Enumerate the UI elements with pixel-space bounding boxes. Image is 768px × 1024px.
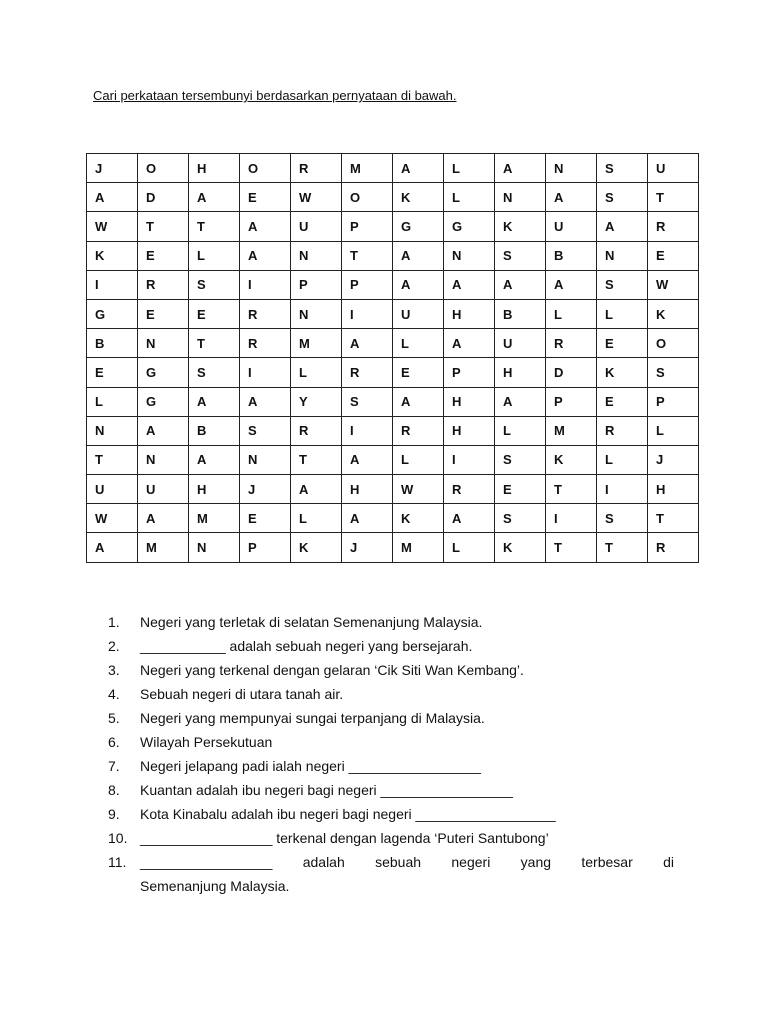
- grid-cell: U: [87, 475, 138, 504]
- grid-cell: T: [189, 212, 240, 241]
- question-text: Negeri yang terkenal dengan gelaran ‘Cik Siti Wan Kembang’.: [140, 662, 524, 678]
- grid-cell: T: [189, 329, 240, 358]
- grid-cell: N: [597, 241, 648, 270]
- grid-cell: E: [138, 299, 189, 328]
- grid-cell: R: [342, 358, 393, 387]
- grid-cell: L: [393, 445, 444, 474]
- grid-cell: N: [546, 154, 597, 183]
- question-text: Negeri yang terletak di selatan Semenanjung Malaysia.: [140, 614, 483, 630]
- grid-cell: A: [189, 445, 240, 474]
- grid-cell: A: [291, 475, 342, 504]
- grid-cell: L: [444, 183, 495, 212]
- grid-cell: T: [291, 445, 342, 474]
- grid-cell: O: [648, 329, 699, 358]
- question-number: 6.: [108, 734, 120, 750]
- question-number: 8.: [108, 782, 120, 798]
- grid-cell: Y: [291, 387, 342, 416]
- grid-cell: A: [546, 270, 597, 299]
- grid-cell: L: [189, 241, 240, 270]
- grid-cell: R: [444, 475, 495, 504]
- question-text: ___________ adalah sebuah negeri yang bersejarah.: [140, 638, 473, 654]
- grid-cell: R: [597, 416, 648, 445]
- grid-cell: R: [291, 154, 342, 183]
- grid-cell: H: [444, 387, 495, 416]
- grid-cell: K: [495, 533, 546, 562]
- grid-cell: A: [495, 270, 546, 299]
- grid-cell: O: [342, 183, 393, 212]
- grid-cell: A: [444, 504, 495, 533]
- grid-cell: N: [138, 329, 189, 358]
- grid-cell: I: [444, 445, 495, 474]
- grid-row: [87, 299, 699, 328]
- question-item: [108, 754, 674, 778]
- grid-cell: O: [240, 154, 291, 183]
- grid-cell: L: [444, 533, 495, 562]
- grid-row: [87, 445, 699, 474]
- grid-cell: S: [495, 445, 546, 474]
- question-number: 10.: [108, 830, 128, 846]
- grid-cell: P: [546, 387, 597, 416]
- grid-cell: R: [393, 416, 444, 445]
- grid-cell: J: [648, 445, 699, 474]
- question-item: [108, 610, 674, 634]
- grid-cell: E: [189, 299, 240, 328]
- grid-cell: E: [648, 241, 699, 270]
- grid-cell: J: [87, 154, 138, 183]
- grid-cell: L: [291, 504, 342, 533]
- grid-cell: G: [138, 387, 189, 416]
- grid-cell: U: [546, 212, 597, 241]
- question-list: [108, 610, 674, 898]
- grid-cell: N: [444, 241, 495, 270]
- question-number: 11.: [108, 854, 127, 870]
- grid-cell: R: [546, 329, 597, 358]
- question-number: 1.: [108, 614, 120, 630]
- grid-cell: E: [240, 183, 291, 212]
- grid-cell: S: [240, 416, 291, 445]
- grid-cell: B: [189, 416, 240, 445]
- grid-cell: A: [393, 387, 444, 416]
- grid-row: [87, 270, 699, 299]
- question-item: [108, 778, 674, 802]
- grid-cell: B: [495, 299, 546, 328]
- grid-cell: K: [87, 241, 138, 270]
- grid-cell: U: [648, 154, 699, 183]
- grid-cell: A: [138, 504, 189, 533]
- grid-cell: H: [342, 475, 393, 504]
- grid-cell: A: [444, 270, 495, 299]
- grid-cell: K: [393, 183, 444, 212]
- question-number: 4.: [108, 686, 120, 702]
- grid-cell: S: [597, 154, 648, 183]
- grid-cell: S: [597, 270, 648, 299]
- question-item: [108, 850, 674, 874]
- question-text: Kuantan adalah ibu negeri bagi negeri _________________: [140, 782, 513, 798]
- grid-row: [87, 183, 699, 212]
- grid-cell: J: [240, 475, 291, 504]
- grid-cell: K: [393, 504, 444, 533]
- grid-row: [87, 329, 699, 358]
- grid-cell: L: [597, 299, 648, 328]
- grid-cell: A: [393, 154, 444, 183]
- grid-cell: M: [342, 154, 393, 183]
- grid-cell: K: [546, 445, 597, 474]
- word-search-grid: [86, 153, 699, 563]
- grid-cell: N: [291, 299, 342, 328]
- grid-cell: A: [546, 183, 597, 212]
- question-text: Negeri jelapang padi ialah negeri _________________: [140, 758, 481, 774]
- grid-cell: R: [240, 299, 291, 328]
- grid-cell: E: [240, 504, 291, 533]
- grid-cell: H: [648, 475, 699, 504]
- question-number: 7.: [108, 758, 120, 774]
- worksheet-title: Cari perkataan tersembunyi berdasarkan pernyataan di bawah.: [93, 88, 457, 103]
- grid-cell: R: [648, 533, 699, 562]
- grid-cell: J: [342, 533, 393, 562]
- grid-cell: M: [546, 416, 597, 445]
- grid-cell: T: [546, 475, 597, 504]
- grid-cell: S: [597, 504, 648, 533]
- grid-cell: P: [648, 387, 699, 416]
- grid-cell: P: [342, 212, 393, 241]
- grid-cell: T: [87, 445, 138, 474]
- grid-cell: B: [546, 241, 597, 270]
- grid-cell: P: [342, 270, 393, 299]
- grid-cell: M: [189, 504, 240, 533]
- grid-cell: A: [342, 445, 393, 474]
- grid-cell: L: [546, 299, 597, 328]
- grid-row: [87, 387, 699, 416]
- grid-cell: A: [444, 329, 495, 358]
- grid-row: [87, 504, 699, 533]
- grid-cell: I: [597, 475, 648, 504]
- grid-cell: U: [291, 212, 342, 241]
- grid-cell: R: [240, 329, 291, 358]
- grid-cell: A: [240, 387, 291, 416]
- grid-cell: I: [87, 270, 138, 299]
- grid-cell: N: [87, 416, 138, 445]
- grid-cell: T: [546, 533, 597, 562]
- question-text: Wilayah Persekutuan: [140, 734, 273, 750]
- grid-cell: R: [648, 212, 699, 241]
- grid-cell: I: [546, 504, 597, 533]
- grid-row: [87, 416, 699, 445]
- grid-cell: A: [393, 241, 444, 270]
- grid-cell: W: [393, 475, 444, 504]
- grid-cell: I: [342, 416, 393, 445]
- grid-cell: H: [189, 475, 240, 504]
- grid-cell: L: [87, 387, 138, 416]
- grid-cell: T: [597, 533, 648, 562]
- question-item: [108, 730, 674, 754]
- grid-cell: A: [240, 212, 291, 241]
- grid-cell: E: [138, 241, 189, 270]
- grid-cell: I: [342, 299, 393, 328]
- grid-cell: W: [87, 212, 138, 241]
- grid-cell: S: [189, 270, 240, 299]
- grid-cell: E: [495, 475, 546, 504]
- grid-cell: T: [342, 241, 393, 270]
- grid-row: [87, 475, 699, 504]
- grid-cell: A: [189, 387, 240, 416]
- grid-cell: D: [546, 358, 597, 387]
- grid-cell: E: [597, 329, 648, 358]
- grid-row: [87, 212, 699, 241]
- grid-cell: N: [189, 533, 240, 562]
- grid-cell: A: [393, 270, 444, 299]
- grid-cell: N: [495, 183, 546, 212]
- grid-cell: A: [87, 533, 138, 562]
- question-text: Semenanjung Malaysia.: [140, 878, 290, 894]
- grid-cell: A: [495, 154, 546, 183]
- grid-cell: U: [393, 299, 444, 328]
- grid-cell: A: [342, 504, 393, 533]
- grid-cell: L: [444, 154, 495, 183]
- grid-cell: R: [291, 416, 342, 445]
- grid-cell: G: [138, 358, 189, 387]
- grid-cell: A: [138, 416, 189, 445]
- grid-cell: G: [87, 299, 138, 328]
- question-text: Negeri yang mempunyai sungai terpanjang di Malaysia.: [140, 710, 485, 726]
- question-item: [108, 802, 674, 826]
- grid-cell: L: [495, 416, 546, 445]
- grid-cell: P: [240, 533, 291, 562]
- grid-cell: S: [648, 358, 699, 387]
- grid-cell: R: [138, 270, 189, 299]
- grid-cell: K: [597, 358, 648, 387]
- grid-cell: M: [393, 533, 444, 562]
- question-item: [108, 658, 674, 682]
- grid-cell: L: [291, 358, 342, 387]
- question-item: [108, 634, 674, 658]
- grid-cell: I: [240, 270, 291, 299]
- question-item: [108, 682, 674, 706]
- grid-cell: M: [138, 533, 189, 562]
- grid-cell: N: [138, 445, 189, 474]
- grid-cell: D: [138, 183, 189, 212]
- grid-cell: G: [393, 212, 444, 241]
- grid-cell: P: [444, 358, 495, 387]
- grid-cell: E: [393, 358, 444, 387]
- grid-cell: U: [495, 329, 546, 358]
- question-item: [108, 706, 674, 730]
- grid-cell: E: [87, 358, 138, 387]
- grid-cell: T: [138, 212, 189, 241]
- grid-cell: N: [240, 445, 291, 474]
- grid-cell: W: [648, 270, 699, 299]
- question-number: 5.: [108, 710, 120, 726]
- question-number: 9.: [108, 806, 120, 822]
- question-text: _________________ terkenal dengan lagenda ‘Puteri Santubong’: [140, 830, 549, 846]
- question-item: [108, 874, 674, 898]
- question-text: _________________ adalah sebuah negeri yang terbesar di: [140, 854, 674, 870]
- grid-cell: T: [648, 504, 699, 533]
- question-text: Sebuah negeri di utara tanah air.: [140, 686, 344, 702]
- question-number: [108, 874, 140, 898]
- grid-cell: W: [87, 504, 138, 533]
- grid-cell: A: [87, 183, 138, 212]
- grid-row: [87, 241, 699, 270]
- grid-cell: B: [87, 329, 138, 358]
- question-number: 2.: [108, 638, 120, 654]
- grid-cell: K: [495, 212, 546, 241]
- grid-cell: A: [240, 241, 291, 270]
- grid-cell: L: [393, 329, 444, 358]
- grid-cell: H: [444, 299, 495, 328]
- question-item: [108, 826, 674, 850]
- question-text: Kota Kinabalu adalah ibu negeri bagi negeri __________________: [140, 806, 556, 822]
- grid-cell: A: [342, 329, 393, 358]
- grid-cell: E: [597, 387, 648, 416]
- grid-cell: K: [648, 299, 699, 328]
- grid-cell: G: [444, 212, 495, 241]
- grid-cell: A: [189, 183, 240, 212]
- grid-row: [87, 358, 699, 387]
- grid-cell: H: [444, 416, 495, 445]
- grid-cell: K: [291, 533, 342, 562]
- grid-cell: L: [597, 445, 648, 474]
- grid-cell: S: [495, 241, 546, 270]
- grid-cell: I: [240, 358, 291, 387]
- grid-cell: N: [291, 241, 342, 270]
- grid-cell: S: [495, 504, 546, 533]
- grid-row: [87, 533, 699, 562]
- grid-cell: H: [189, 154, 240, 183]
- question-number: 3.: [108, 662, 120, 678]
- grid-cell: A: [495, 387, 546, 416]
- grid-cell: T: [648, 183, 699, 212]
- grid-cell: A: [597, 212, 648, 241]
- grid-cell: U: [138, 475, 189, 504]
- grid-cell: W: [291, 183, 342, 212]
- grid-cell: S: [597, 183, 648, 212]
- grid-cell: P: [291, 270, 342, 299]
- grid-cell: S: [189, 358, 240, 387]
- grid-row: [87, 154, 699, 183]
- grid-cell: O: [138, 154, 189, 183]
- grid-cell: L: [648, 416, 699, 445]
- grid-cell: H: [495, 358, 546, 387]
- grid-cell: M: [291, 329, 342, 358]
- grid-cell: S: [342, 387, 393, 416]
